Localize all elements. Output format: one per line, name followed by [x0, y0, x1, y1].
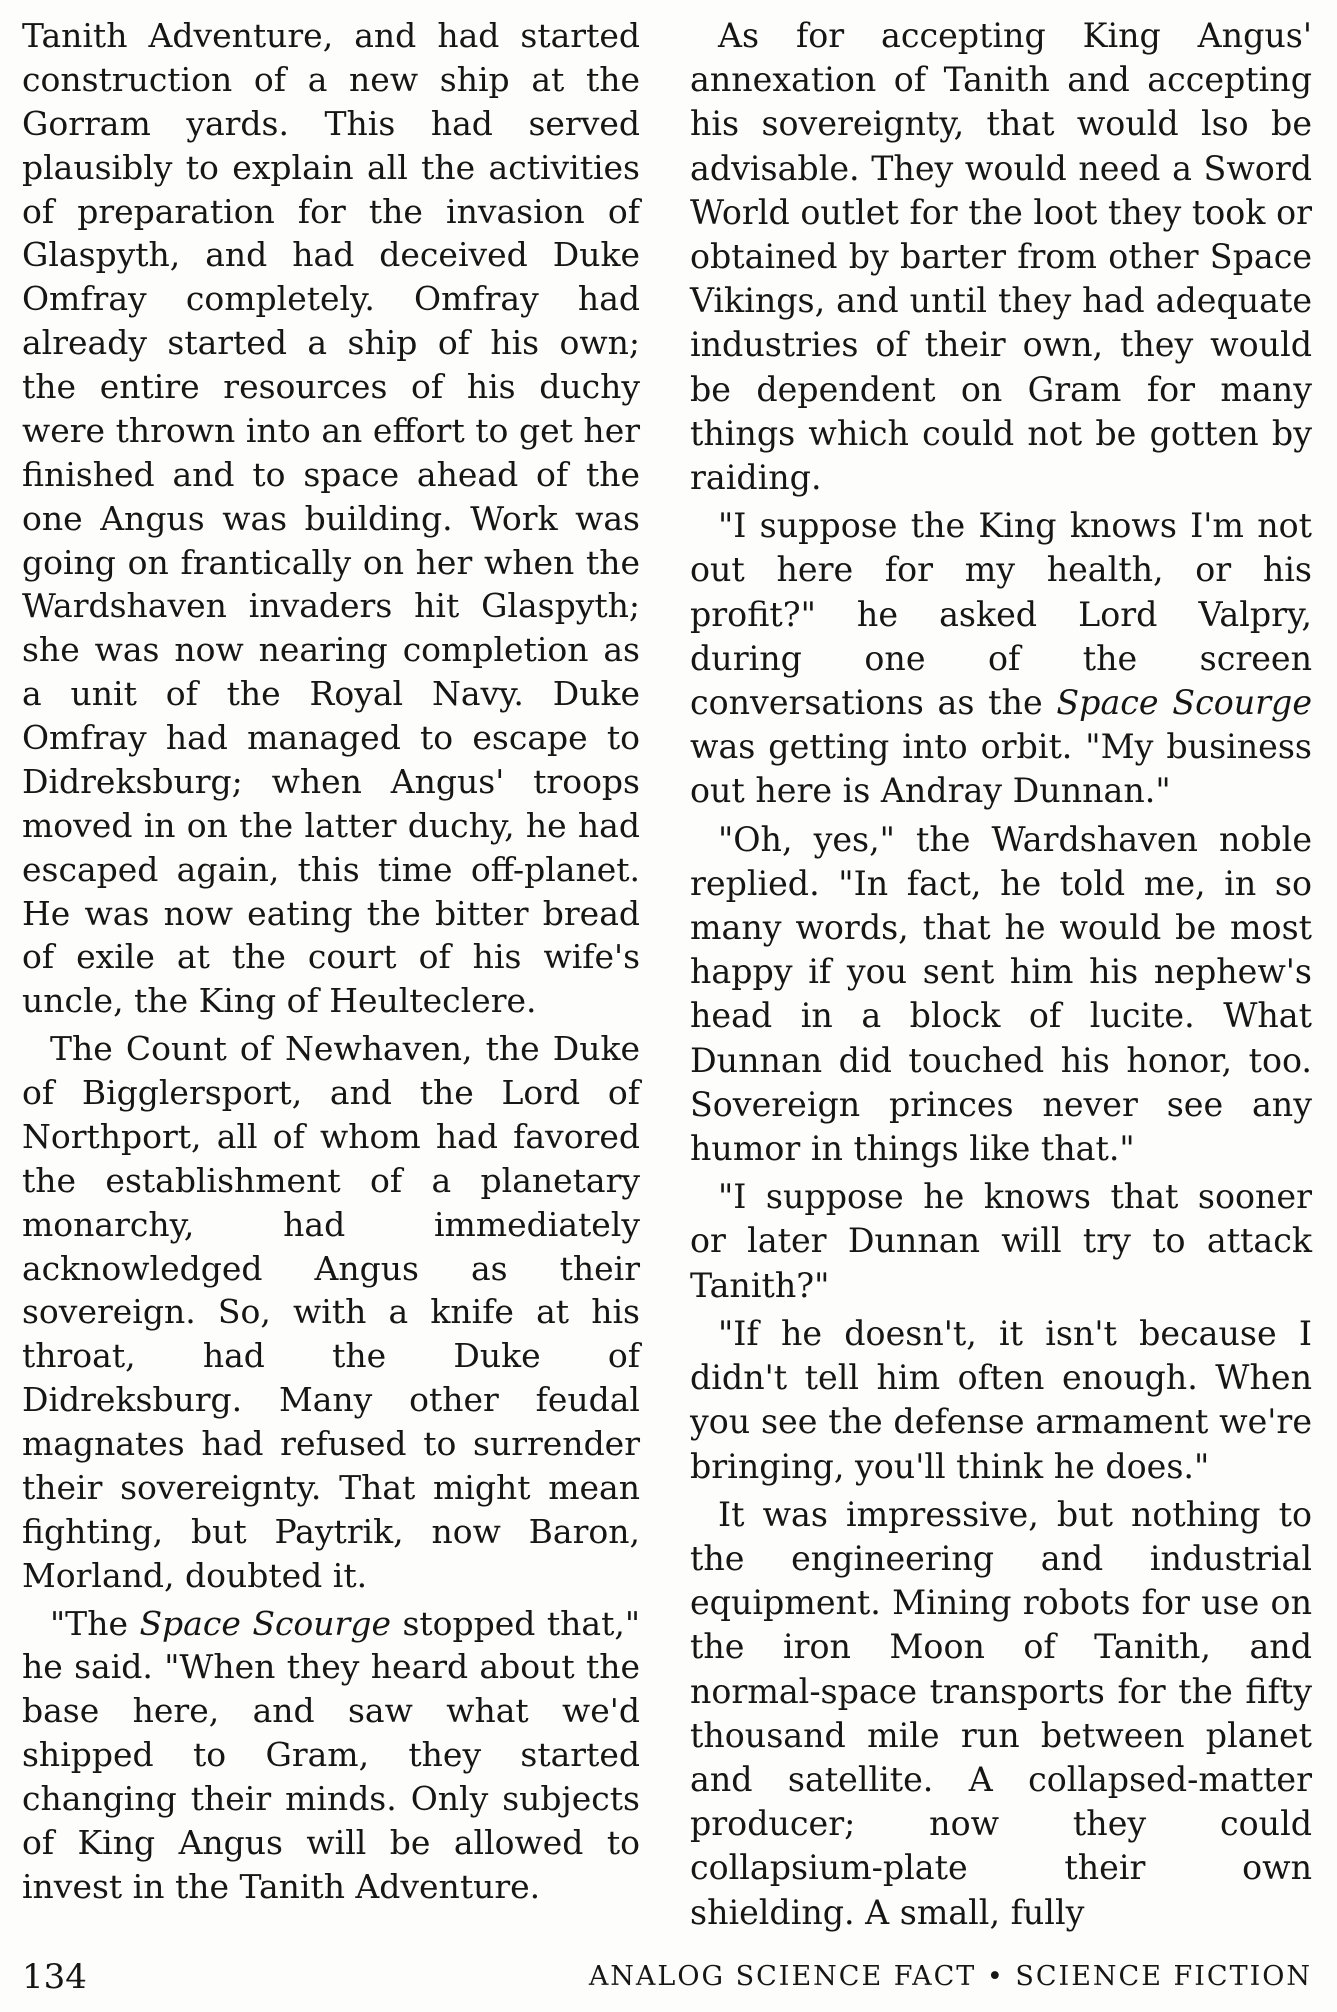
paragraph: "I suppose he knows that sooner or later Dunnan will try to attack Tanith?" — [690, 1177, 1312, 1305]
paragraph: As for accepting King Angus' annexation of Tanith and accepting his sovereignty, that would lso be advisable. They would need a Sword World outlet for the loot they took or obtained by barter from other Space Vikings, and until they had adequate industries of their own, they would be dependent on Gram for many things which could not be gotten by raiding. — [690, 16, 1312, 498]
ship-name-italic: Space Scourge — [1056, 683, 1312, 723]
page-footer — [22, 1955, 1312, 1999]
paragraph — [690, 504, 1312, 813]
paragraph-text: was getting into orbit. "My business out here is Andray Dunnan." — [690, 727, 1312, 811]
paragraph: "Oh, yes," the Wardshaven noble replied. "In fact, he told me, in so many words, that he would be most happy if you sent him his nephew's head in a block of lucite. What Dunnan did touched his honor, too. Sovereign princes never see any humor in things like that." — [690, 819, 1312, 1169]
text-column-right — [690, 14, 1312, 1935]
paragraph — [22, 1602, 640, 1909]
paragraph-text: "I suppose the King knows I'm not out here for my health, or his profit?" he asked Lord Valpry, during one of the screen conversations as the — [690, 506, 1312, 723]
paragraph: The Count of Newhaven, the Duke of Bigglersport, and the Lord of Northport, all of whom had favored the establishment of a planetary monarchy, had immediately acknowledged Angus as their sovereign. So, with a knife at his throat, had the Duke of Didreksburg. Many other feudal magnates had refused to surrender their sovereignty. That might mean fighting, but Paytrik, now Baron, Morland, doubted it. — [22, 1029, 640, 1595]
paragraph: "If he doesn't, it isn't because I didn't tell him often enough. When you see the defense armament we're bringing, you'll think he does." — [690, 1313, 1312, 1486]
ship-name-italic: Space Scourge — [139, 1603, 391, 1643]
running-head: ANALOG SCIENCE FACT • SCIENCE FICTION — [588, 1961, 1312, 1992]
paragraph-text: "The — [50, 1603, 140, 1643]
page-number: 134 — [22, 1957, 87, 1997]
text-column-left — [22, 14, 640, 1909]
paragraph: It was impressive, but nothing to the engineering and industrial equipment. Mining robots for use on the iron Moon of Tanith, and normal-space transports for the fifty thousand mile run between planet and satellite. A collapsed-matter producer; now they could collapsium-plate their own shielding. A small, fully — [690, 1494, 1312, 1932]
paragraph-text: stopped that," he said. "When they heard about the base here, and saw what we'd shipped to Gram, they started changing their minds. Only subjects of King Angus will be allowed to invest in the Tanith Adventure. — [22, 1603, 641, 1906]
paragraph: Tanith Adventure, and had started construction of a new ship at the Gorram yards. This had served plausibly to explain all the activities of preparation for the invasion of Glaspyth, and had deceived Duke Omfray completely. Omfray had already started a ship of his own; the entire resources of his duchy were thrown into an effort to get her finished and to space ahead of the one Angus was building. Work was going on frantically on her when the Wardshaven invaders hit Glaspyth; she was now nearing completion as a unit of the Royal Navy. Duke Omfray had managed to escape to Didreksburg; when Angus' troops moved in on the latter duchy, he had escaped again, this time off-planet. He was now eating the bitter bread of exile at the court of his wife's uncle, the King of Heulteclere. — [22, 16, 640, 1021]
